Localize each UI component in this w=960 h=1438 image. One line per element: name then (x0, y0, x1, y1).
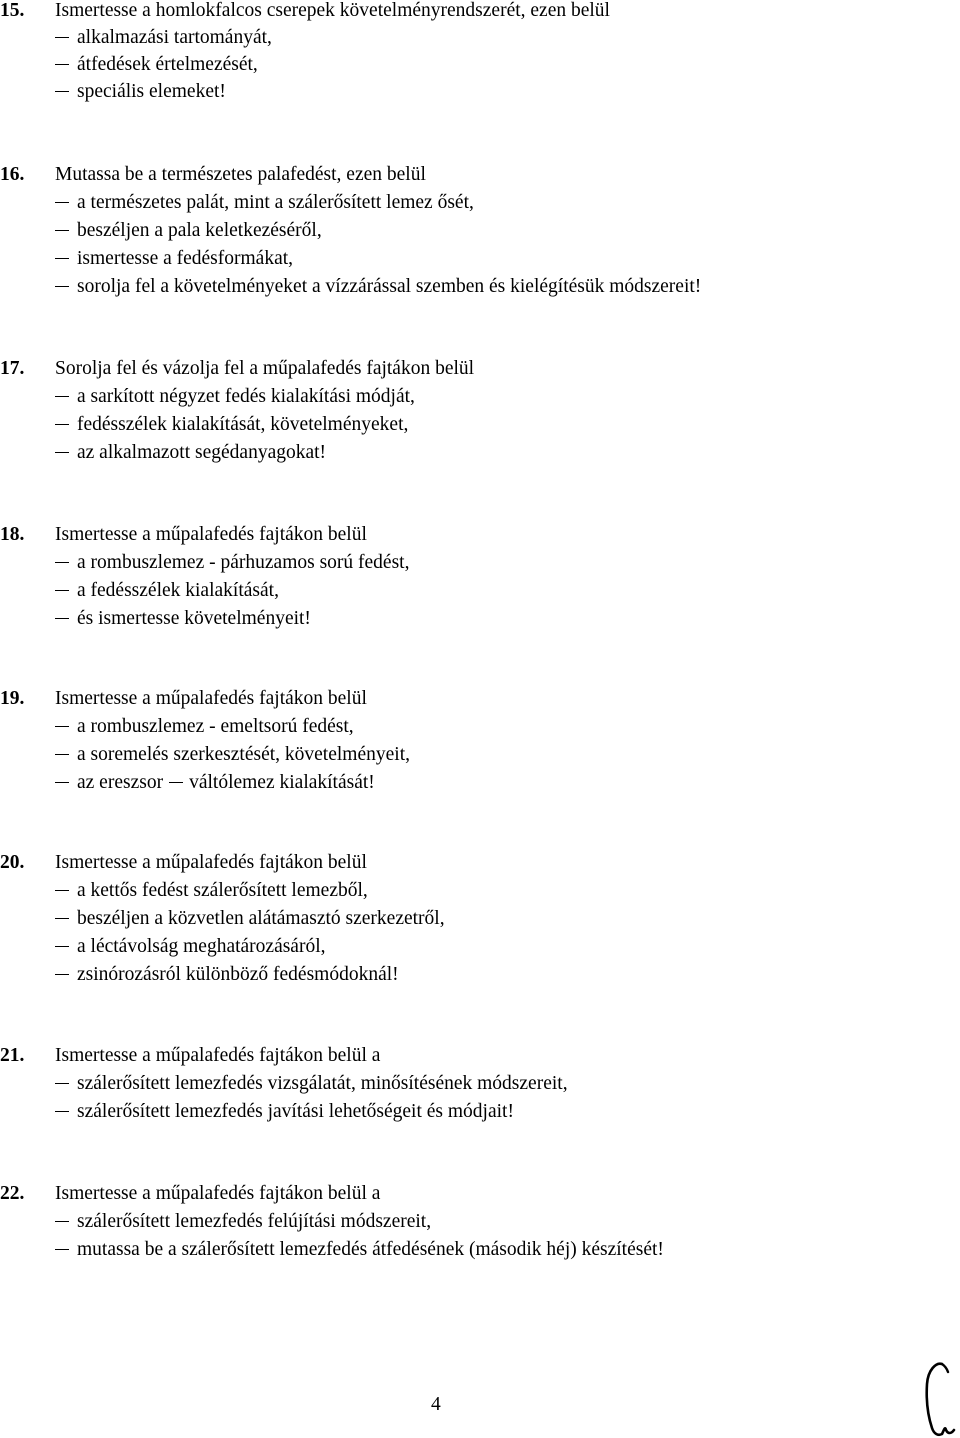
question-stem: Ismertesse a műpalafedés fajtákon belül (55, 852, 367, 873)
dash-bullet (55, 230, 69, 231)
question-number: 15. (0, 0, 25, 21)
handwritten-initials (918, 1360, 960, 1438)
dash-bullet (55, 754, 69, 755)
question-stem: Mutassa be a természetes palafedést, ezen belül (55, 164, 426, 185)
dash-bullet (55, 64, 69, 65)
question-stem: Ismertesse a műpalafedés fajtákon belül (55, 688, 367, 709)
question-stem: Ismertesse a homlokfalcos cserepek követelményrendszerét, ezen belül (55, 0, 610, 21)
question-number: 18. (0, 524, 25, 545)
item-part: az ereszsor (77, 772, 164, 793)
question-number: 19. (0, 688, 25, 709)
dash-separator (169, 782, 183, 783)
question-number: 20. (0, 852, 25, 873)
question-number: 22. (0, 1183, 25, 1204)
dash-bullet (55, 1111, 69, 1112)
question-stem: Sorolja fel és vázolja fel a műpalafedés fajtákon belül (55, 358, 475, 379)
dash-bullet (55, 258, 69, 259)
dash-bullet (55, 396, 69, 397)
question-number: 21. (0, 1045, 25, 1066)
dash-bullet (55, 424, 69, 425)
question-number: 17. (0, 358, 25, 379)
dash-bullet (55, 286, 69, 287)
dash-bullet (55, 91, 69, 92)
dash-bullet (55, 618, 69, 619)
dash-bullet (55, 1249, 69, 1250)
dash-bullet (55, 974, 69, 975)
dash-bullet (55, 1221, 69, 1222)
question-number: 16. (0, 164, 25, 185)
dash-bullet (55, 37, 69, 38)
question-stem: Ismertesse a műpalafedés fajtákon belül a (55, 1045, 381, 1066)
dash-bullet (55, 726, 69, 727)
dash-bullet (55, 452, 69, 453)
dash-bullet (55, 782, 69, 783)
question-stem: Ismertesse a műpalafedés fajtákon belül a (55, 1183, 381, 1204)
dash-bullet (55, 562, 69, 563)
dash-bullet (55, 1083, 69, 1084)
dash-bullet (55, 946, 69, 947)
question-stem: Ismertesse a műpalafedés fajtákon belül (55, 524, 367, 545)
item-part: váltólemez kialakítását! (189, 772, 375, 793)
dash-bullet (55, 202, 69, 203)
dash-bullet (55, 918, 69, 919)
page-number: 4 (431, 1394, 441, 1415)
dash-bullet (55, 890, 69, 891)
dash-bullet (55, 590, 69, 591)
